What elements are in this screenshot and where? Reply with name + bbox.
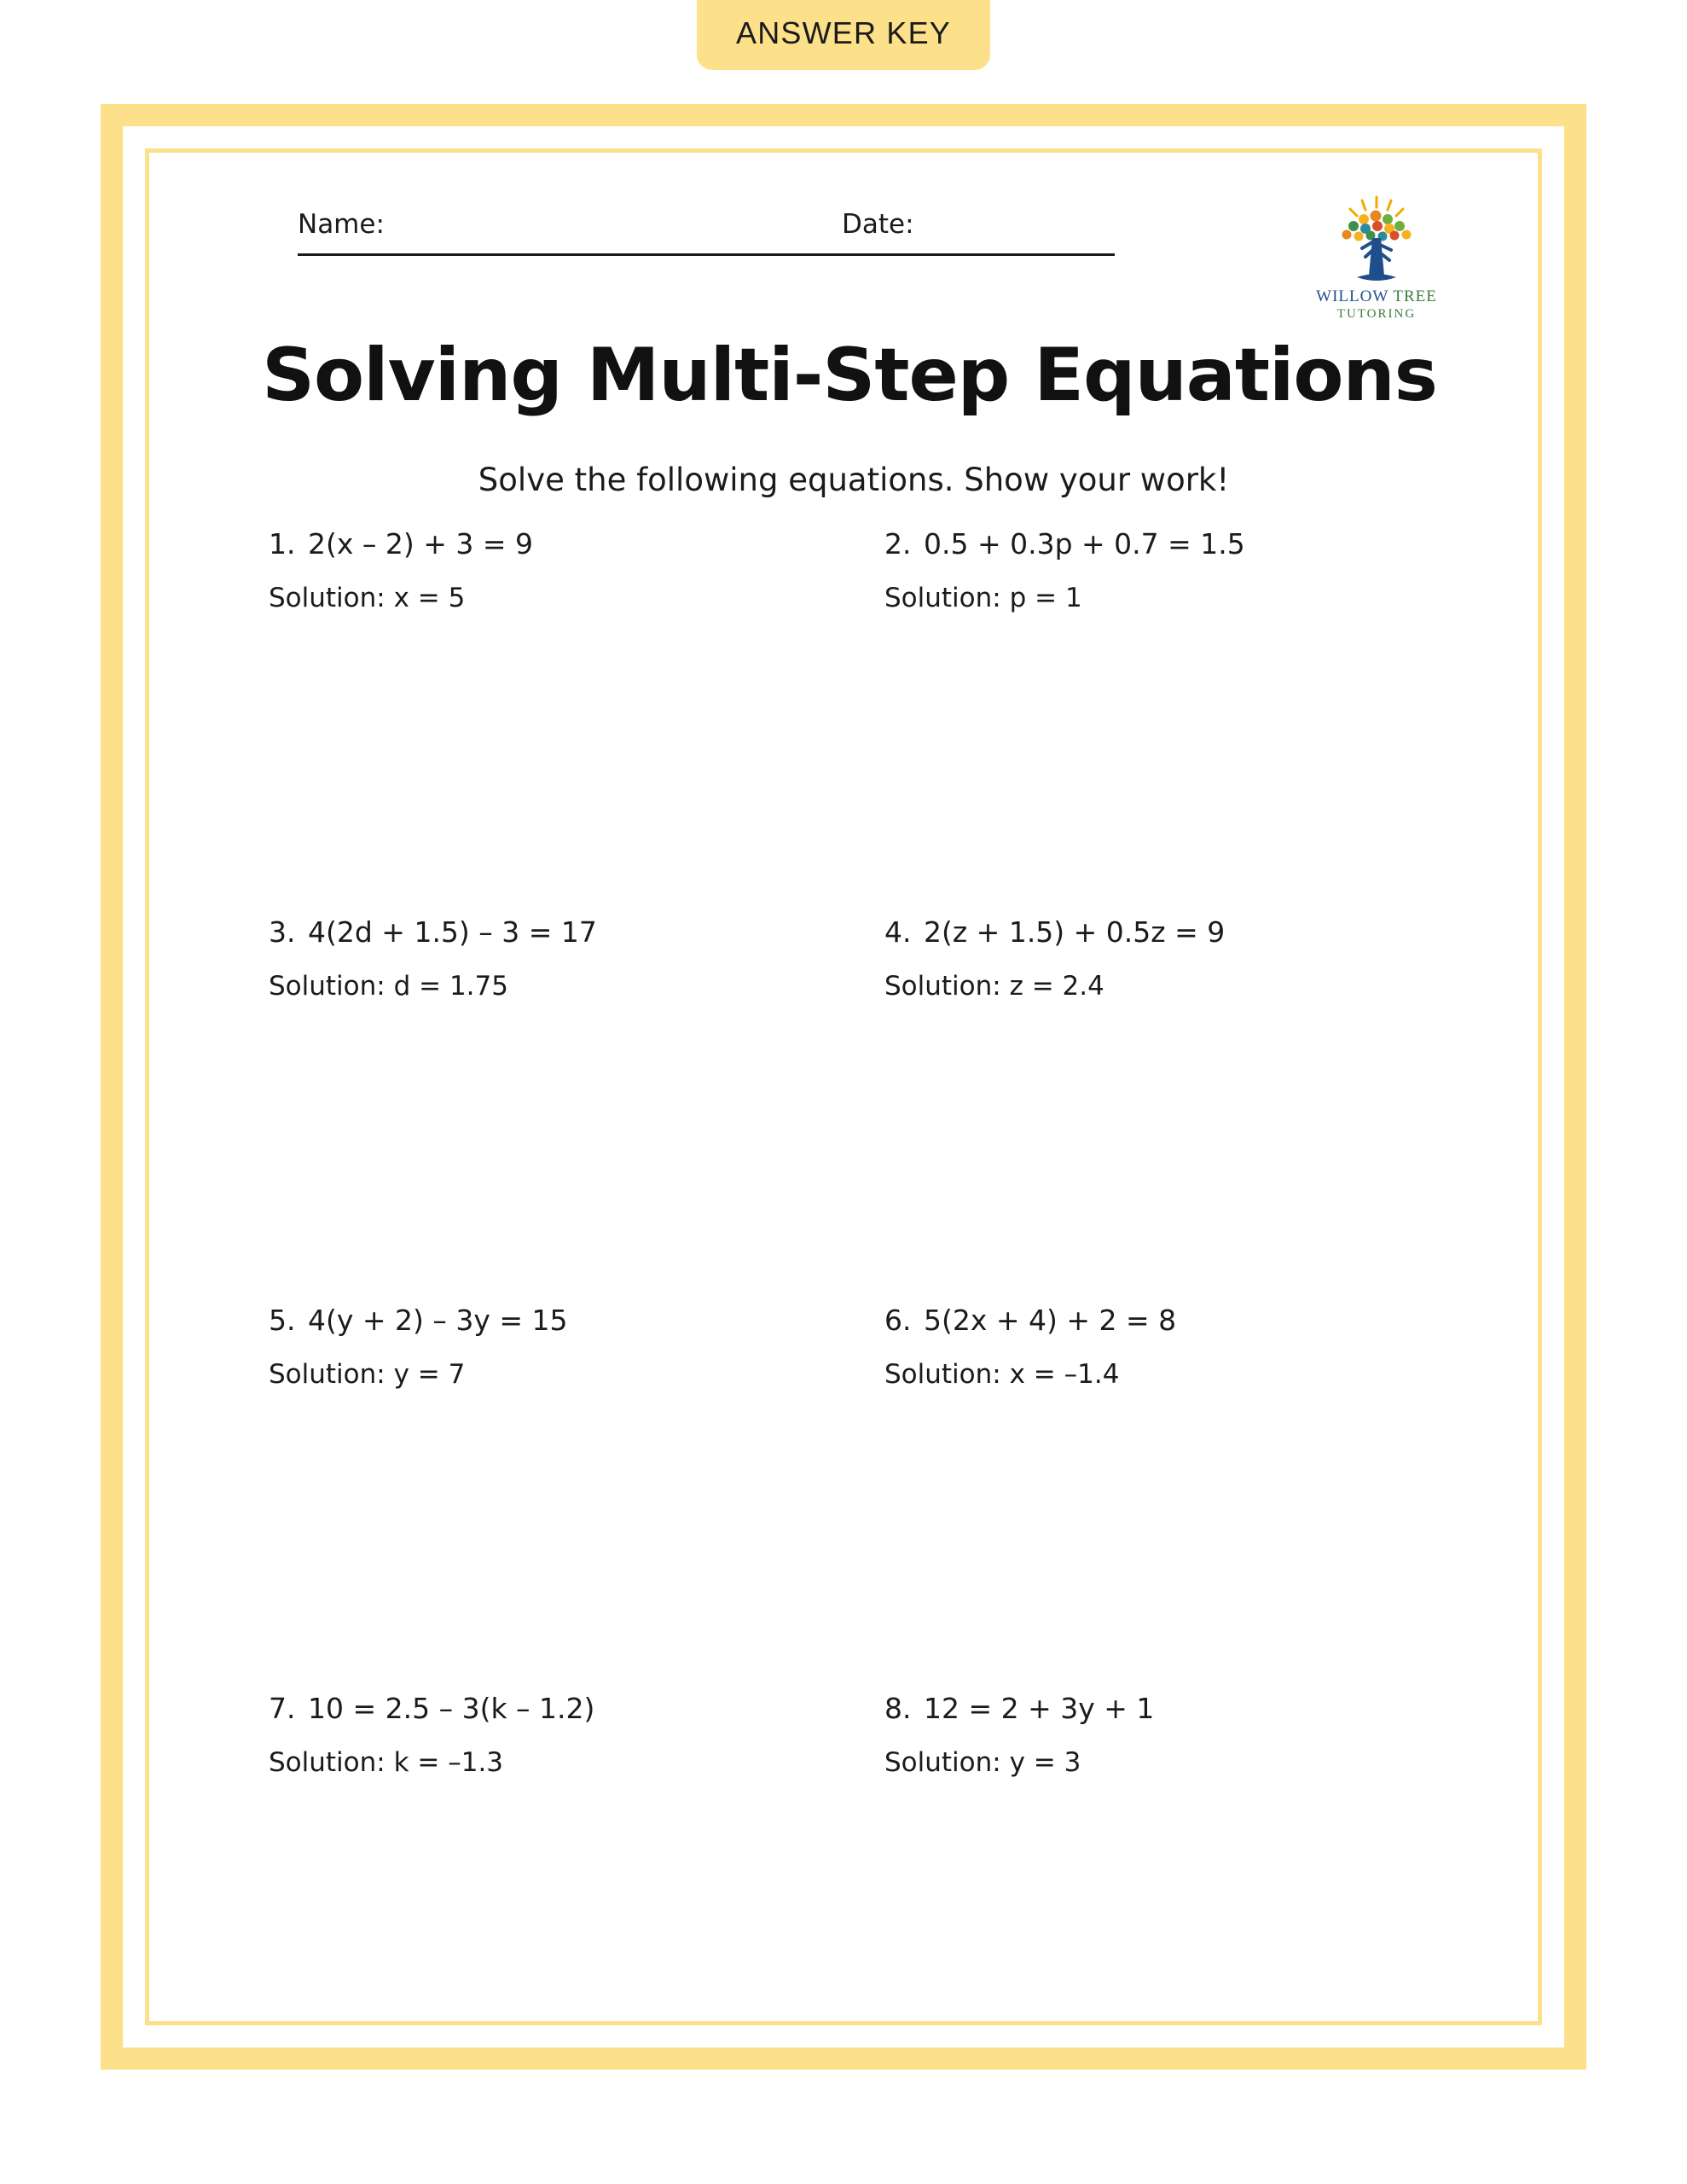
problem-equation: 0.5 + 0.3p + 0.7 = 1.5: [924, 527, 1245, 561]
date-write-line[interactable]: [842, 253, 1115, 256]
date-label: Date:: [842, 209, 914, 240]
problem-statement: [884, 1692, 1475, 1725]
problem-equation: 4(2d + 1.5) – 3 = 17: [308, 915, 597, 950]
problem-statement: [884, 527, 1475, 561]
problem-statement: [884, 915, 1475, 949]
problems-grid: [212, 527, 1475, 2080]
problem-number: 3.: [269, 915, 296, 950]
problem-statement: [269, 527, 837, 561]
worksheet-header: [212, 199, 1475, 327]
problem-equation: 10 = 2.5 – 3(k – 1.2): [308, 1692, 595, 1726]
name-write-line[interactable]: [298, 253, 861, 256]
problem-solution: Solution: p = 1: [884, 583, 1082, 614]
problem-equation: 5(2x + 4) + 2 = 8: [924, 1304, 1177, 1338]
problem-number: 1.: [269, 527, 296, 561]
problem-number: 2.: [884, 527, 912, 561]
problem-item: [850, 1304, 1475, 1692]
problem-item: [850, 915, 1475, 1304]
problem-number: 4.: [884, 915, 912, 950]
logo-subtitle: TUTORING: [1336, 307, 1417, 321]
tree-icon: [1313, 194, 1441, 289]
worksheet-sheet: [149, 153, 1538, 2021]
problem-solution: Solution: z = 2.4: [884, 971, 1104, 1002]
problem-item: [212, 1304, 837, 1692]
problem-item: [850, 527, 1475, 915]
problem-solution: Solution: y = 7: [269, 1359, 466, 1391]
problem-solution: Solution: x = 5: [269, 583, 466, 614]
problem-statement: [884, 1304, 1475, 1337]
willow-tree-logo: [1287, 194, 1466, 339]
instructions: Solve the following equations. Show your work!: [478, 462, 1230, 499]
problem-number: 8.: [884, 1692, 912, 1726]
name-label: Name:: [298, 209, 385, 240]
answer-key-tab: [697, 0, 990, 70]
problem-item: [212, 915, 837, 1304]
problem-statement: [269, 1304, 837, 1337]
problem-solution: Solution: x = –1.4: [884, 1359, 1120, 1391]
problem-equation: 4(y + 2) – 3y = 15: [308, 1304, 568, 1338]
problem-statement: [269, 915, 837, 949]
problem-number: 6.: [884, 1304, 912, 1338]
problem-solution: Solution: d = 1.75: [269, 971, 508, 1002]
problem-item: [212, 1692, 837, 2080]
answer-key-label: ANSWER KEY: [735, 15, 952, 50]
problem-item: [212, 527, 837, 915]
page-title: Solving Multi-Step Equations: [262, 333, 1437, 418]
problem-number: 5.: [269, 1304, 296, 1338]
logo-name: WILLOW TREE: [1316, 288, 1437, 305]
problem-item: [850, 1692, 1475, 2080]
problem-solution: Solution: k = –1.3: [269, 1747, 504, 1779]
problem-equation: 2(z + 1.5) + 0.5z = 9: [924, 915, 1226, 950]
problem-statement: [269, 1692, 837, 1725]
problem-equation: 2(x – 2) + 3 = 9: [308, 527, 533, 561]
worksheet-outer-border: [101, 104, 1586, 2070]
problem-solution: Solution: y = 3: [884, 1747, 1081, 1779]
problem-number: 7.: [269, 1692, 296, 1726]
worksheet-inner-border: [145, 148, 1542, 2025]
problem-equation: 12 = 2 + 3y + 1: [924, 1692, 1155, 1726]
